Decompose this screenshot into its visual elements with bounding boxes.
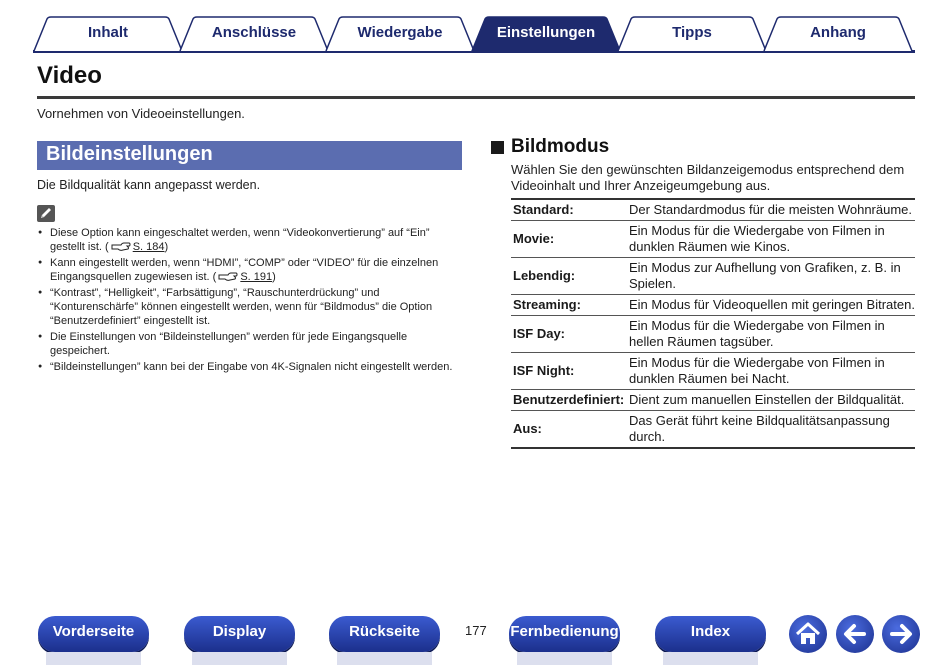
index-button[interactable] — [655, 616, 766, 652]
reference-page: S. 191 — [240, 271, 273, 283]
forward-button[interactable] — [882, 615, 920, 653]
page-number: 177 — [465, 623, 487, 638]
mode-name: Movie: — [511, 221, 627, 258]
title-divider — [37, 96, 915, 99]
page-reference-link[interactable]: ( S. 184) — [105, 241, 169, 253]
section-description: Die Bildqualität kann angepasst werden. — [37, 178, 261, 192]
mode-name: Streaming: — [511, 295, 627, 316]
tab-label: Anschlüsse — [211, 24, 297, 41]
picture-mode-table — [511, 198, 915, 449]
mode-description: Ein Modus zur Aufhellung von Grafiken, z. B. in Spielen. — [627, 258, 915, 295]
note-text: Diese Option kann eingeschaltet werden, wenn “Videokonvertierung” auf “Ein” gestellt ist. — [50, 227, 430, 253]
tab-label: Inhalt — [88, 24, 128, 41]
chapter-tabs — [33, 16, 915, 53]
table-row — [511, 411, 915, 449]
mode-name: ISF Night: — [511, 353, 627, 390]
button-label: Vorderseite — [52, 623, 135, 640]
mode-description: Ein Modus für die Wiedergabe von Filmen in dunklen Räumen bei Nacht. — [627, 353, 915, 390]
button-label: Rückseite — [349, 623, 420, 640]
notes-list — [37, 226, 457, 376]
pointing-hand-icon — [218, 271, 238, 282]
mode-name: Aus: — [511, 411, 627, 449]
tab-inhalt[interactable] — [33, 16, 183, 51]
note-item — [37, 256, 457, 284]
front-panel-button[interactable] — [38, 616, 149, 652]
tab-label: Anhang — [810, 24, 866, 41]
subsection-description: Wählen Sie den gewünschten Bildanzeigemodus entsprechend dem Videoinhalt und Ihrer Anzeigeumgebung aus. — [511, 162, 905, 193]
note-item — [37, 360, 457, 374]
button-shadow — [192, 652, 287, 665]
table-row — [511, 295, 915, 316]
arrow-right-icon — [882, 615, 920, 653]
table-row — [511, 221, 915, 258]
note-text: Die Einstellungen von “Bildeinstellungen” werden für jede Eingangsquelle gespeichert. — [50, 331, 408, 357]
home-button[interactable] — [789, 615, 827, 653]
table-row — [511, 258, 915, 295]
mode-name: ISF Day: — [511, 316, 627, 353]
tab-label: Tipps — [672, 24, 712, 41]
page-reference-link[interactable]: ( S. 191) — [212, 271, 276, 283]
note-text: Kann eingestellt werden, wenn “HDMI”, “COMP” oder “VIDEO” für die einzelnen Eingangsquellen zugewiesen ist. — [50, 257, 439, 283]
pointing-hand-icon — [111, 241, 131, 252]
button-shadow — [517, 652, 612, 665]
home-icon — [789, 615, 827, 653]
mode-name: Standard: — [511, 199, 627, 221]
note-text: “Kontrast”, “Helligkeit”, “Farbsättigung”, “Rauschunterdrückung” und “Konturenschärfe” können eingestellt werden, wenn für “Bildmodus” die Option “Benutzerdefiniert” eingestellt ist. — [50, 287, 433, 327]
button-label: Display — [212, 623, 267, 640]
table-row — [511, 390, 915, 411]
section-title: Bildeinstellungen — [46, 143, 213, 165]
note-item — [37, 286, 457, 328]
remote-control-button[interactable] — [509, 616, 620, 652]
mode-description: Ein Modus für Videoquellen mit geringen Bitraten. — [627, 295, 915, 316]
button-label: Fernbedienung — [510, 623, 619, 640]
mode-name: Lebendig: — [511, 258, 627, 295]
pencil-icon — [37, 205, 55, 222]
table-row — [511, 316, 915, 353]
tab-einstellungen[interactable] — [471, 16, 621, 51]
arrow-left-icon — [836, 615, 874, 653]
mode-name: Benutzerdefiniert: — [511, 390, 627, 411]
page-subtitle: Vornehmen von Videoeinstellungen. — [37, 106, 245, 121]
mode-description: Das Gerät führt keine Bildqualitätsanpassung durch. — [627, 411, 915, 449]
bullet-square-icon — [491, 141, 504, 154]
tab-anschluesse[interactable] — [179, 16, 329, 51]
table-row — [511, 353, 915, 390]
button-shadow — [46, 652, 141, 665]
section-header-bar — [37, 141, 462, 170]
note-item — [37, 226, 457, 254]
mode-description: Der Standardmodus für die meisten Wohnräume. — [627, 199, 915, 221]
display-button[interactable] — [184, 616, 295, 652]
tab-anhang[interactable] — [763, 16, 913, 51]
page-title: Video — [37, 62, 102, 89]
note-item — [37, 330, 457, 358]
button-shadow — [663, 652, 758, 665]
tab-wiedergabe[interactable] — [325, 16, 475, 51]
rear-panel-button[interactable] — [329, 616, 440, 652]
subsection-title: Bildmodus — [511, 136, 610, 157]
table-row — [511, 199, 915, 221]
mode-description: Ein Modus für die Wiedergabe von Filmen in dunklen Räumen wie Kinos. — [627, 221, 915, 258]
mode-description: Ein Modus für die Wiedergabe von Filmen in hellen Räumen tagsüber. — [627, 316, 915, 353]
back-button[interactable] — [836, 615, 874, 653]
note-text: “Bildeinstellungen” kann bei der Eingabe von 4K-Signalen nicht eingestellt werden. — [50, 361, 453, 373]
tab-label: Einstellungen — [496, 24, 596, 41]
button-shadow — [337, 652, 432, 665]
tab-label: Wiedergabe — [357, 24, 443, 41]
reference-page: S. 184 — [132, 241, 165, 253]
mode-description: Dient zum manuellen Einstellen der Bildqualität. — [627, 390, 915, 411]
button-label: Index — [690, 623, 731, 640]
tab-tipps[interactable] — [617, 16, 767, 51]
